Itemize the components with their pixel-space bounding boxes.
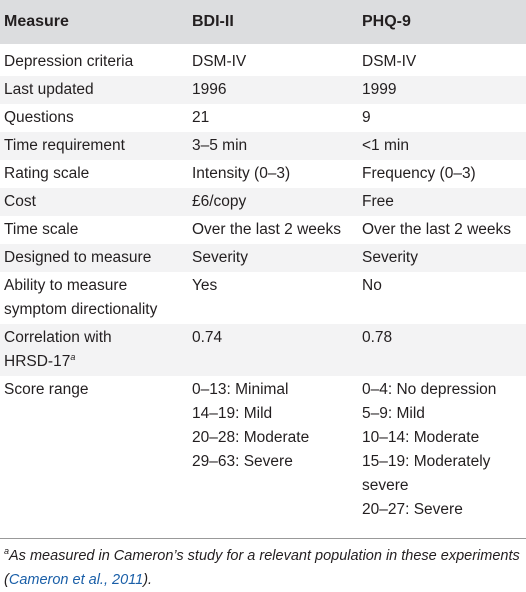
table-row	[0, 44, 526, 76]
phq-cell: 0.78	[362, 329, 393, 346]
score-line: 15–19: Moderately	[362, 453, 491, 470]
measure-cell: Questions	[4, 109, 74, 126]
score-line: 14–19: Mild	[192, 405, 273, 422]
measure-cell: Designed to measure	[4, 249, 152, 266]
table-row	[0, 76, 526, 104]
phq-cell: DSM-IV	[362, 53, 417, 70]
score-line: 0–13: Minimal	[192, 381, 289, 398]
score-line: severe	[362, 477, 409, 494]
bdi-cell: 3–5 min	[192, 137, 248, 154]
footnote-marker: a	[4, 546, 10, 557]
score-line: 20–27: Severe	[362, 501, 463, 518]
measure-cell: Last updated	[4, 81, 94, 98]
bdi-cell: 1996	[192, 81, 227, 98]
table-row	[0, 244, 526, 272]
measure-line: Ability to measure	[4, 277, 128, 294]
table-row	[0, 216, 526, 244]
measure-cell: Depression criteria	[4, 53, 134, 70]
table-row	[0, 188, 526, 216]
score-line: 29–63: Severe	[192, 453, 293, 470]
table-footnote	[4, 544, 524, 592]
measure-cell: Score range	[4, 381, 89, 398]
table-row	[0, 376, 526, 524]
header-measure: Measure	[4, 13, 69, 30]
phq-cell: 1999	[362, 81, 397, 98]
bdi-cell: Severity	[192, 249, 248, 266]
phq-cell: Over the last 2 weeks	[362, 221, 512, 238]
phq-cell: No	[362, 277, 382, 294]
phq-cell: Free	[362, 193, 394, 210]
bdi-cell: Intensity (0–3)	[192, 165, 291, 182]
phq-cell: Severity	[362, 249, 418, 266]
header-phq: PHQ-9	[362, 13, 411, 30]
bdi-cell: Yes	[192, 277, 218, 294]
citation-link[interactable]: Cameron et al., 2011	[8, 572, 144, 588]
bdi-cell: Over the last 2 weeks	[192, 221, 342, 238]
header-bdi: BDI-II	[192, 13, 234, 30]
measure-cell: Time scale	[4, 221, 79, 238]
bdi-cell: £6/copy	[192, 193, 247, 210]
phq-cell: Frequency (0–3)	[362, 165, 476, 182]
score-line: 20–28: Moderate	[192, 429, 310, 446]
bdi-cell	[189, 376, 359, 524]
measure-line	[4, 350, 189, 374]
score-line: 5–9: Mild	[362, 405, 425, 422]
table-row	[0, 324, 526, 376]
bdi-cell: 0.74	[192, 329, 223, 346]
phq-cell: 9	[362, 109, 371, 126]
measure-cell	[0, 272, 189, 324]
bdi-cell: 21	[192, 109, 210, 126]
phq-cell	[359, 376, 526, 524]
measure-cell: Time requirement	[4, 137, 125, 154]
footnote-open-paren: (	[4, 572, 9, 588]
measure-text: HRSD-17	[4, 353, 71, 370]
table-row	[0, 272, 526, 324]
measure-cell: Rating scale	[4, 165, 90, 182]
footnote-close-paren: ).	[143, 572, 153, 588]
measure-cell	[0, 324, 189, 376]
score-line: 0–4: No depression	[362, 381, 497, 398]
table-row	[0, 160, 526, 188]
measure-line: symptom directionality	[4, 301, 158, 318]
measure-cell: Cost	[4, 193, 36, 210]
phq-cell: <1 min	[362, 137, 409, 154]
footnote-marker: a	[70, 351, 76, 362]
footnote-text: As measured in Cameron’s study for a relevant population in these experiments	[9, 548, 520, 564]
table-header-row	[0, 0, 526, 44]
measure-line: Correlation with	[4, 329, 112, 346]
table-row	[0, 104, 526, 132]
table-bottom-rule	[0, 538, 526, 539]
bdi-cell: DSM-IV	[192, 53, 247, 70]
score-line: 10–14: Moderate	[362, 429, 480, 446]
table-row	[0, 132, 526, 160]
